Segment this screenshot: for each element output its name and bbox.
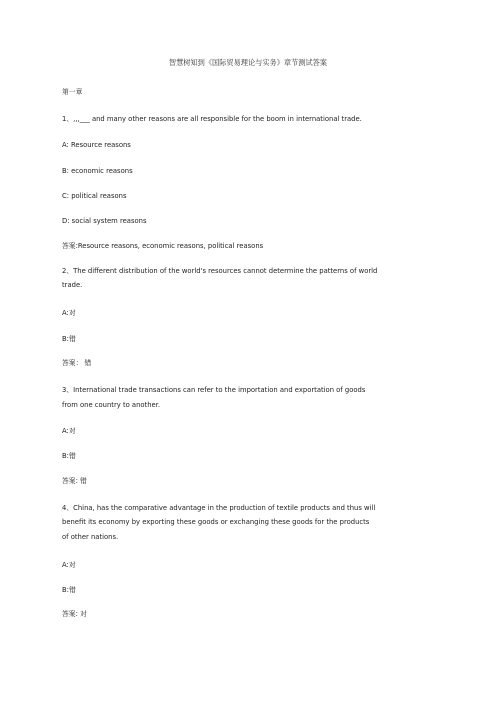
question-3-text-line1: 3、International trade transactions can refer to the importation and exportation of goods (62, 386, 366, 394)
question-3-text-line2: from one country to another. (62, 401, 161, 409)
question-4-text-line2: benefit its economy by exporting these goods or exchanging these goods for the products (62, 518, 370, 526)
question-3-option-a: A:对 (62, 427, 76, 435)
question-1-answer: 答案:Resource reasons, economic reasons, political reasons (62, 242, 264, 250)
question-1-text: 1、,,,___ and many other reasons are all responsible for the boom in international trade. (62, 115, 362, 123)
question-2-answer: 答案： 错 (62, 359, 92, 367)
question-2-text-line2: trade. (62, 281, 83, 289)
question-4-text-line1: 4、China, has the comparative advantage in the production of textile products and thus will (62, 504, 376, 512)
question-4-text-line3: of other nations. (62, 533, 119, 541)
question-2-option-b: B:错 (62, 335, 76, 343)
question-4-answer: 答案: 对 (62, 610, 87, 618)
question-2-option-a: A:对 (62, 309, 76, 317)
question-3-answer: 答案: 错 (62, 477, 87, 485)
question-4-option-a: A:对 (62, 561, 76, 569)
document-title: 智慧树知到《国际贸易理论与实务》章节测试答案 (168, 58, 328, 67)
question-1-option-a: A: Resource reasons (62, 141, 131, 149)
question-2-text-line1: 2、The different distribution of the world's resources cannot determine the patterns of world (62, 267, 378, 275)
question-1-option-d: D: social system reasons (62, 217, 147, 225)
question-1-option-c: C: political reasons (62, 192, 127, 200)
chapter-heading: 第一章 (62, 88, 83, 96)
question-3-option-b: B:错 (62, 452, 76, 460)
question-1-option-b: B: economic reasons (62, 167, 133, 175)
question-4-option-b: B:错 (62, 586, 76, 594)
